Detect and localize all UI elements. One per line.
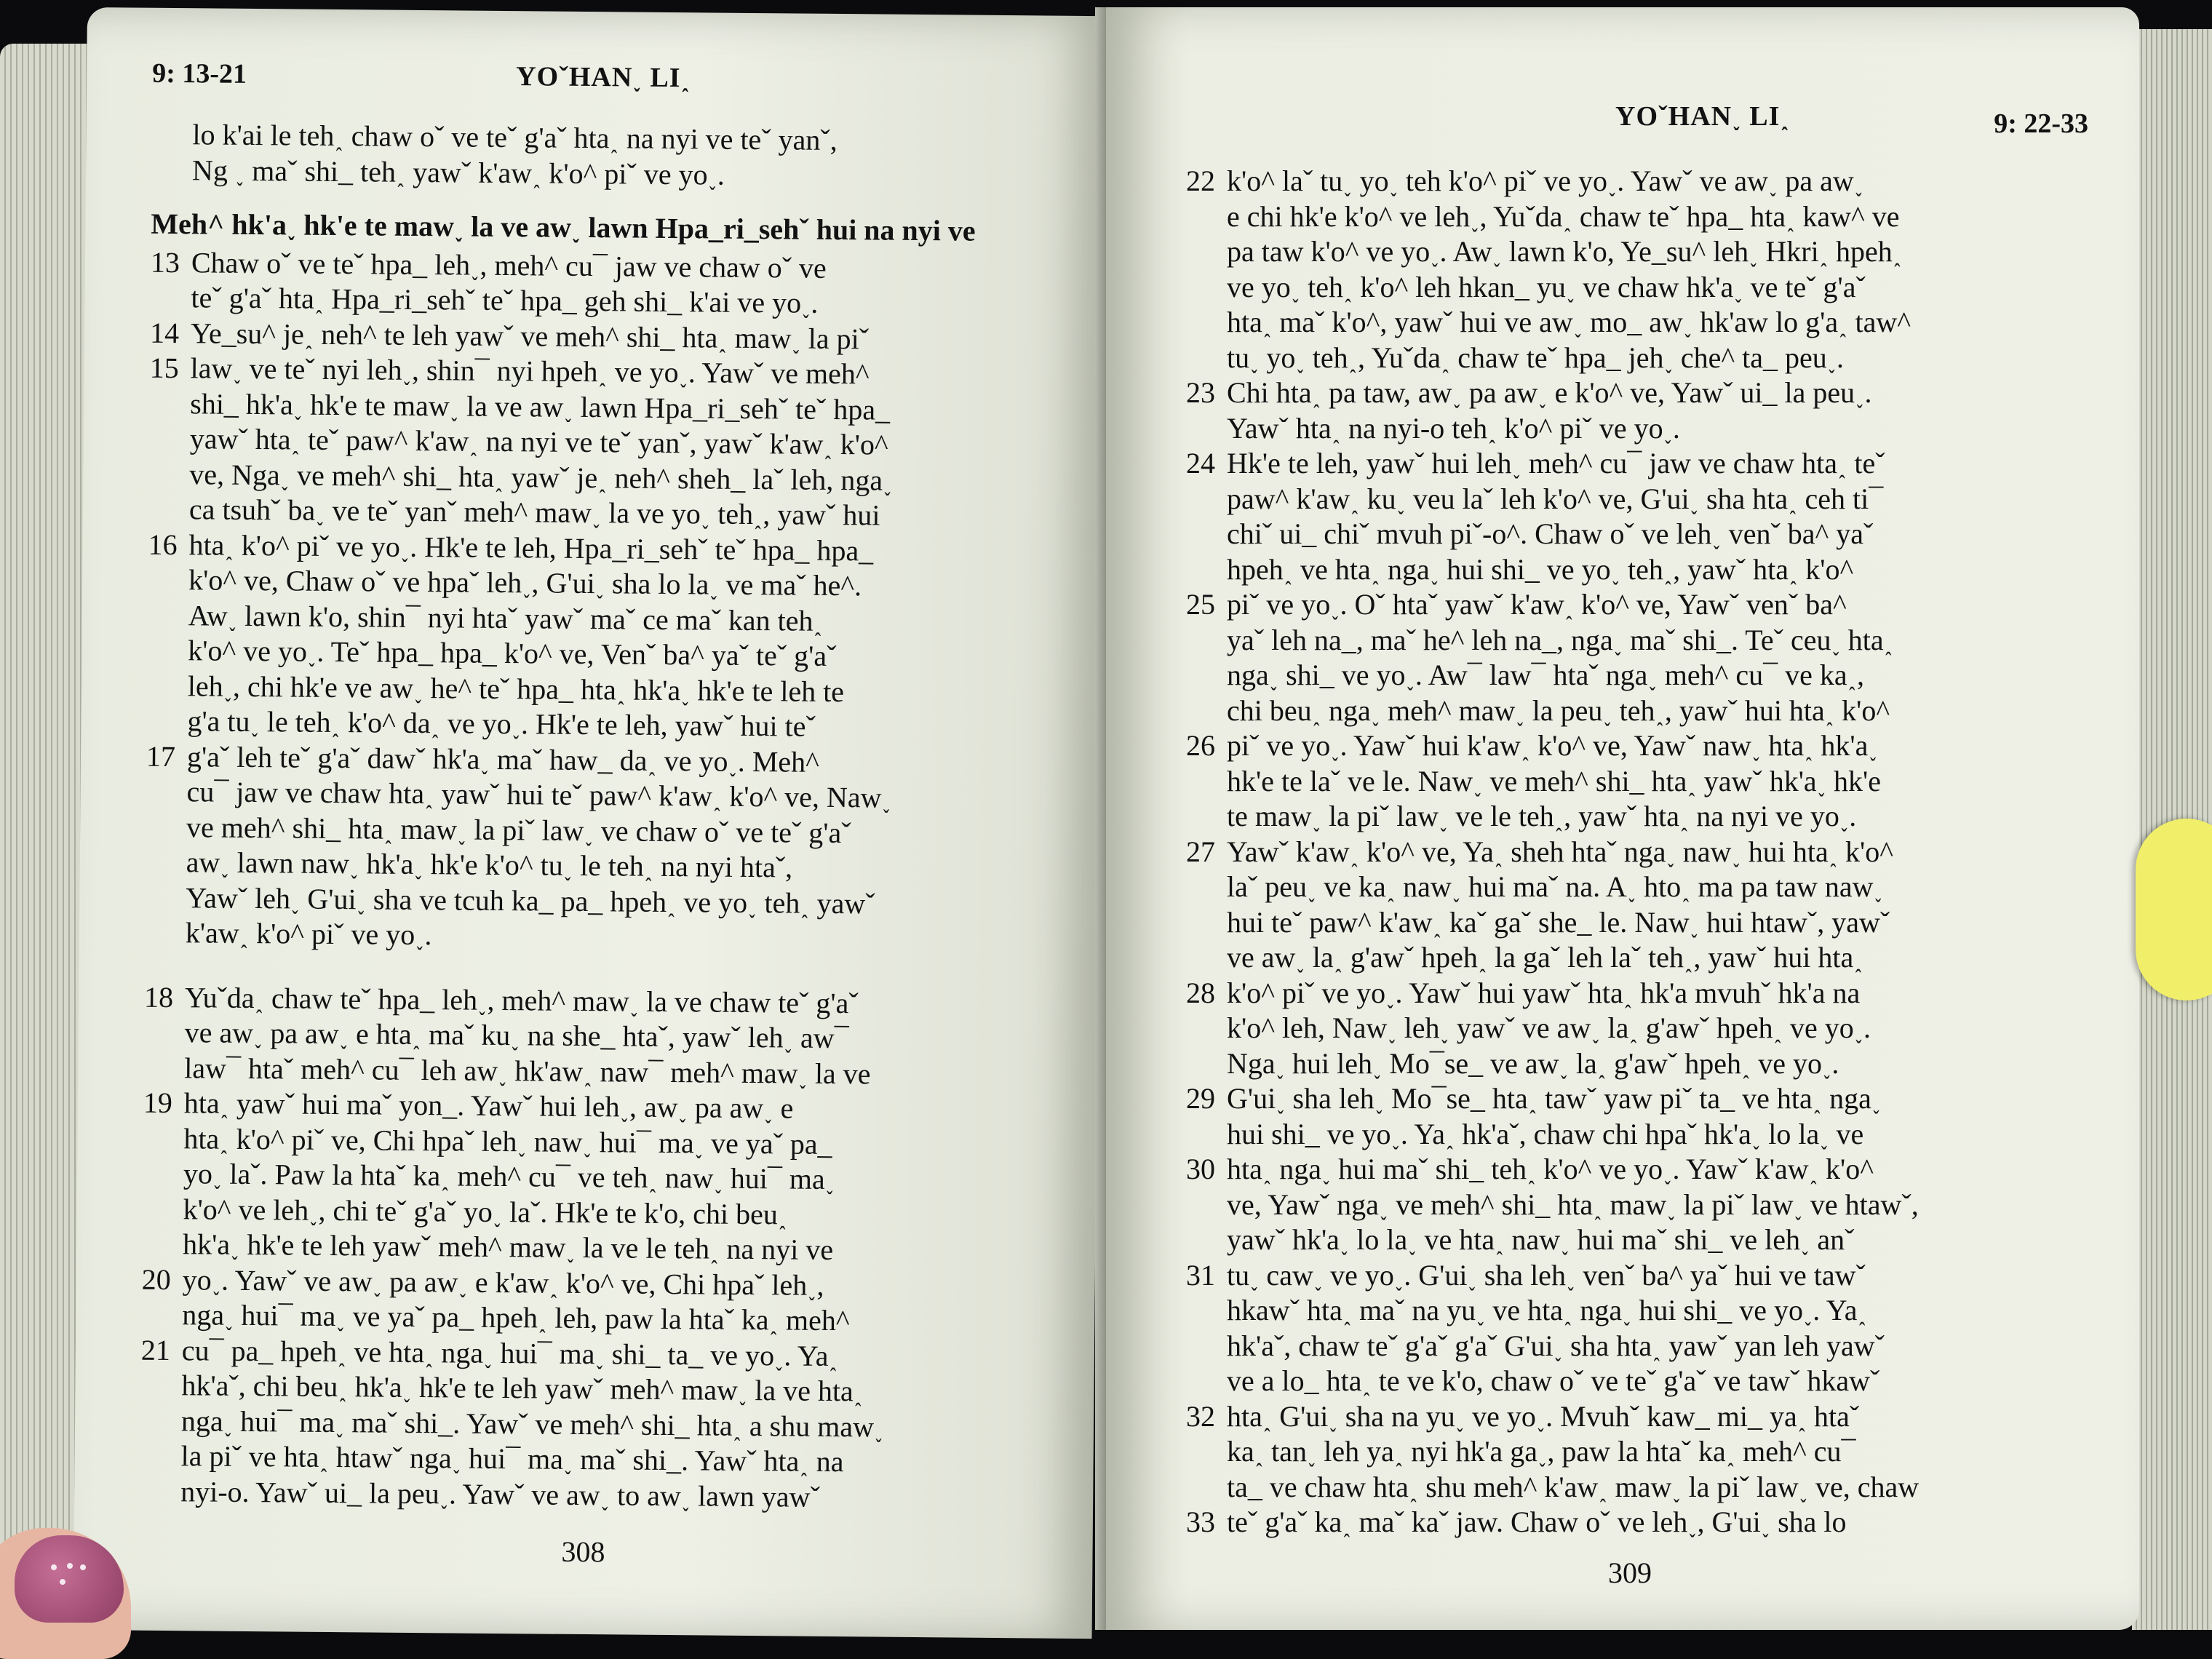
- verse-text: hta˰ maˇ k'o^, yawˇ hui ve aw˯ mo_ aw˯ hk'aw lo g'a˰ taw^: [1227, 306, 1911, 338]
- text-line: [1186, 1222, 2096, 1258]
- verse-text: lo k'ai le teh˰ chaw oˇ ve teˇ g'aˇ hta˰ na nyi ve teˇ yanˇ,: [192, 118, 838, 156]
- verse-text: law¯ htaˇ meh^ cu¯ leh aw˯ hk'aw˰ naw¯ meh^ maw˯ la ve: [184, 1051, 871, 1090]
- text-line: [1186, 375, 2096, 411]
- verse-text: nyi-o. Yawˇ ui_ la peu˯. Yawˇ ve aw˯ to aw˯ lawn yawˇ: [180, 1475, 820, 1513]
- verse-text: la piˇ ve hta˰ htawˇ nga˯ hui¯ ma˯ maˇ shi_. Yawˇ hta˰ na: [180, 1439, 843, 1478]
- running-title: YOˇHAN˯ LI˰: [516, 60, 691, 94]
- verse-text: yaˇ leh na_, maˇ he^ leh na_, nga˯ maˇ shi_. Teˇ ceu˯ hta˰: [1227, 624, 1893, 656]
- verse-number: 23: [1186, 375, 1227, 411]
- verse-text: k'o^ piˇ ve yo˯. Yawˇ hui yawˇ hta˰ hk'a mvuhˇ hk'a na: [1227, 976, 1860, 1009]
- verse-text: hk'aˇ, chaw teˇ g'aˇ g'aˇ G'ui˯ sha hta˰ yawˇ yan leh yawˇ: [1227, 1329, 1885, 1362]
- yellow-bookmark-tab[interactable]: [2136, 819, 2212, 1000]
- verse-text: ca tsuhˇ ba˯ ve teˇ yanˇ meh^ maw˯ la ve yo˯ teh˰, yawˇ hui: [189, 493, 880, 531]
- verse-text: ve, Nga˯ ve meh^ shi_ hta˰ yawˇ je˰ neh^ sheh_ laˇ leh, nga˯: [189, 458, 892, 496]
- page-number: 308: [561, 1535, 605, 1570]
- text-line: [1186, 764, 2096, 800]
- text-line: [1186, 1011, 2096, 1046]
- verse-text: Aw˯ lawn k'o, shin¯ nyi htaˇ yawˇ maˇ ce maˇ kan teh˰: [188, 599, 824, 637]
- verse-text: Yawˇ k'aw˰ k'o^ ve, Ya˰ sheh htaˇ nga˯ naw˯ hui hta˰ k'o^: [1227, 835, 1893, 868]
- verse-text: g'a tu˯ le teh˰ k'o^ da˰ ve yo˯. Hk'e te leh, yawˇ hui teˇ: [187, 704, 816, 743]
- verse-number: 15: [149, 351, 190, 386]
- left-page: [73, 7, 1106, 1639]
- verse-text: g'aˇ leh teˇ g'aˇ dawˇ hk'a˯ maˇ haw_ da˰ ve yo˯. Meh^: [187, 740, 819, 779]
- verse-text: aw˯ lawn naw˯ hk'a˯ hk'e k'o^ tu˯ le teh˰ na nyi htaˇ,: [186, 846, 793, 883]
- text-line: [1186, 305, 2096, 341]
- nail-decoration: [67, 1563, 73, 1569]
- verse-number: 22: [1186, 164, 1227, 199]
- verse-text: ve meh^ shi_ hta˰ maw˯ la piˇ law˯ ve chaw oˇ ve teˇ g'aˇ: [186, 811, 851, 849]
- verse-number: 30: [1186, 1152, 1227, 1187]
- verse-text: Ye_su^ je˰ neh^ te leh yawˇ ve meh^ shi_ hta˰ maw˯ la piˇ: [191, 317, 869, 355]
- text-line: [1186, 870, 2096, 905]
- verse-text: ve aw˯ pa aw˯ e hta˰ maˇ ku˯ na she_ htaˇ, yawˇ leh˯ aw¯: [185, 1016, 849, 1054]
- verse-text: tu˯ yo˯ teh˰, Yuˇda˰ chaw teˇ hpa_ jeh˯ che^ ta_ peu˯.: [1227, 341, 1844, 374]
- text-line: [1186, 234, 2096, 270]
- verse-text: piˇ ve yo˯. Yawˇ hui k'aw˰ k'o^ ve, Yawˇ naw˯ hta˰ hk'a˯: [1227, 729, 1878, 762]
- verse-text: hui shi_ ve yo˯. Ya˰ hk'aˇ, chaw chi hpaˇ hk'a˯ lo la˯ ve: [1227, 1118, 1863, 1150]
- verse-text: ka˰ tan˯ leh ya˰ nyi hk'a ga˯, paw la htaˇ ka˰ meh^ cu¯: [1227, 1435, 1856, 1468]
- verse-text: hk'a˯ hk'e te leh yawˇ meh^ maw˯ la ve le teh˰ na nyi ve: [183, 1228, 833, 1266]
- text-line: [1186, 411, 2096, 447]
- verse-number: 33: [1186, 1505, 1227, 1540]
- verse-text: G'ui˯ sha leh˯ Mo¯se_ hta˰ tawˇ yaw piˇ ta_ ve hta˰ nga˯: [1227, 1082, 1881, 1115]
- text-line: [1186, 1187, 2096, 1223]
- verse-text: Yawˇ leh˯ G'ui˯ sha ve tcuh ka_ pa_ hpeh˰ ve yo˯ teh˰ yawˇ: [186, 881, 875, 920]
- text-line: [1186, 658, 2096, 693]
- verse-number: 27: [1186, 835, 1227, 870]
- verse-text: chi beu˰ nga˯ meh^ maw˯ la peu˯ teh˰, yawˇ hui hta˰ k'o^: [1227, 694, 1890, 727]
- verse-number: 21: [141, 1332, 182, 1368]
- text-line: [145, 915, 1069, 959]
- verse-text: ve, Yawˇ nga˯ ve meh^ shi_ hta˰ maw˯ la piˇ law˯ ve htawˇ,: [1227, 1188, 1919, 1221]
- verse-text: k'o^ ve yo˯. Teˇ hpa_ hpa_ k'o^ ve, Venˇ ba^ yaˇ teˇ g'aˇ: [188, 634, 837, 672]
- verse-number: 29: [1186, 1081, 1227, 1117]
- verse-text: ve aw˯ la˰ g'awˇ hpeh˰ la gaˇ leh laˇ teh˰, yawˇ hui hta˰: [1227, 941, 1863, 974]
- verse-text: Chi hta˰ pa taw, aw˯ pa aw˯ e k'o^ ve, Yawˇ ui_ la peu˯.: [1227, 376, 1871, 409]
- text-line: [1186, 1081, 2096, 1117]
- verse-text: Yuˇda˰ chaw teˇ hpa_ leh˯, meh^ maw˯ la ve chaw teˇ g'aˇ: [185, 981, 859, 1019]
- text-line: [1186, 1152, 2096, 1187]
- verse-number: 20: [142, 1262, 183, 1297]
- verse-text: law˯ ve teˇ nyi leh˯, shin¯ nyi hpeh˰ ve yo˯. Yawˇ ve meh^: [190, 351, 869, 390]
- verse-number: 14: [150, 315, 191, 351]
- text-line: [1186, 1046, 2096, 1082]
- verse-text: nga˯ shi_ ve yo˯. Aw¯ law¯ htaˇ nga˯ meh^ cu¯ ve ka˰,: [1227, 659, 1864, 691]
- verse-text: teˇ g'aˇ ka˰ maˇ kaˇ jaw. Chaw oˇ ve leh˯, G'ui˯ sha lo: [1227, 1505, 1847, 1538]
- verse-text: k'o^ laˇ tu˯ yo˯ teh k'o^ piˇ ve yo˯. Yawˇ ve aw˯ pa aw˯: [1227, 164, 1863, 197]
- verse-text: hpeh˰ ve hta˰ nga˯ hui shi_ ve yo˯ teh˰, yawˇ hta˰ k'o^: [1227, 553, 1853, 586]
- verse-text: nga˯ hui¯ ma˯ maˇ shi_. Yawˇ ve meh^ shi_ hta˰ a shu maw˯: [181, 1404, 884, 1443]
- text-line: [1186, 517, 2096, 552]
- verse-text: yo˯ laˇ. Paw la htaˇ ka˰ meh^ cu¯ ve teh˰ naw˯ hui¯ ma˯: [183, 1157, 835, 1195]
- verse-text: hta˰ yawˇ hui maˇ yon_. Yawˇ hui leh˯, aw˯ pa aw˯ e: [184, 1086, 794, 1124]
- text-line: [1186, 940, 2096, 976]
- text-line: [140, 1473, 1064, 1517]
- section-heading: [151, 207, 1075, 250]
- verse-number: 31: [1186, 1258, 1227, 1294]
- verse-text: Chaw oˇ ve teˇ hpa_ leh˯, meh^ cu¯ jaw ve chaw oˇ ve: [191, 246, 827, 285]
- text-line: [1186, 270, 2096, 306]
- verse-text: k'aw˰ k'o^ piˇ ve yo˯.: [186, 916, 432, 951]
- chapter-verse-reference: 9: 22-33: [1994, 108, 2088, 140]
- verse-text: Nga˯ hui leh˯ Mo¯se_ ve aw˯ la˰ g'awˇ hpeh˰ ve yo˯.: [1227, 1047, 1839, 1080]
- verse-number: 24: [1186, 446, 1227, 482]
- verse-text: k'o^ ve, Chaw oˇ ve hpaˇ leh˯, G'ui˯ sha lo la˯ ve maˇ he^.: [188, 563, 862, 602]
- verse-text: ta_ ve chaw hta˰ shu meh^ k'aw˰ maw˯ la piˇ law˯ ve, chaw: [1227, 1471, 1919, 1503]
- verse-text: hk'e te laˇ ve le. Naw˯ ve meh^ shi_ hta˰ yawˇ hk'a˯ hk'e: [1227, 765, 1881, 797]
- verse-text: e chi hk'e k'o^ ve leh˯, Yuˇda˰ chaw teˇ hpa_ hta˰ kaw^ ve: [1227, 200, 1900, 233]
- verse-text: ve yo˯ teh˰ k'o^ leh hkan_ yu˯ ve chaw hk'a˯ ve teˇ g'aˇ: [1227, 271, 1866, 303]
- verse-text: teˇ g'aˇ hta˰ Hpa_ri_sehˇ teˇ hpa_ geh shi_ k'ai ve yo˯.: [191, 281, 818, 319]
- page-number: 309: [1608, 1556, 1652, 1590]
- text-line: [1186, 552, 2096, 588]
- verse-number: 19: [143, 1086, 184, 1121]
- verse-number: 18: [144, 979, 185, 1015]
- text-line: [1186, 482, 2096, 517]
- verse-text: te maw˯ la piˇ law˯ ve le teh˰, yawˇ hta˰ na nyi ve yo˯.: [1227, 800, 1856, 832]
- verse-text: yawˇ hk'a˯ lo la˯ ve hta˰ naw˯ hui maˇ shi_ ve leh˯ anˇ: [1227, 1223, 1854, 1256]
- verse-text: Ng ˯ maˇ shi_ teh˰ yawˇ k'aw˰ k'o^ piˇ ve yo˯.: [192, 154, 725, 191]
- right-page: [1106, 7, 2139, 1630]
- verse-text: cu¯ jaw ve chaw hta˰ yawˇ hui teˇ paw^ k'aw˰ k'o^ ve, Naw˯: [186, 775, 891, 813]
- verse-text: nga˯ hui¯ ma˯ ve yaˇ pa_ hpeh˰ leh, paw la htaˇ ka˰ meh^: [182, 1298, 850, 1337]
- verse-text: hta˰ nga˯ hui maˇ shi_ teh˰ k'o^ ve yo˯. Yawˇ k'aw˰ k'o^: [1227, 1153, 1874, 1185]
- text-line: [1186, 1293, 2096, 1329]
- verse-text: ve a lo_ hta˰ te ve k'o, chaw oˇ ve teˇ g'aˇ ve tawˇ hkawˇ: [1227, 1364, 1879, 1397]
- verse-text: laˇ peu˯ ve ka˰ naw˯ hui maˇ na. A˯ hto˰ ma pa taw naw˯: [1227, 870, 1883, 903]
- verse-text: tu˯ caw˯ ve yo˯. G'ui˯ sha leh˯ venˇ ba^ yaˇ hui ve tawˇ: [1227, 1259, 1866, 1292]
- nail-decoration: [60, 1579, 65, 1585]
- text-line: [1186, 728, 2096, 764]
- verse-text: hkawˇ hta˰ maˇ na yu˯ ve hta˰ nga˯ hui shi_ ve yo˯. Ya˰: [1227, 1294, 1867, 1326]
- text-line: [1186, 623, 2096, 659]
- verse-text: cu¯ pa_ hpeh˰ ve hta˰ nga˯ hui¯ ma˯ shi_ ta_ ve yo˯. Ya˰: [182, 1334, 838, 1372]
- verse-number: 26: [1186, 728, 1227, 764]
- text-line: [1186, 905, 2096, 941]
- verse-text: Yawˇ hta˰ na nyi-o teh˰ k'o^ piˇ ve yo˯.: [1227, 412, 1680, 445]
- text-line: [1186, 1117, 2096, 1153]
- verse-text: hui teˇ paw^ k'aw˰ kaˇ gaˇ she_ le. Naw˯ hui htawˇ, yawˇ: [1227, 906, 1890, 939]
- verse-text: pa taw k'o^ ve yo˯. Aw˯ lawn k'o, Ye_su^ leh˯ Hkri˰ hpeh˰: [1227, 235, 1902, 268]
- verse-text: yo˯. Yawˇ ve aw˯ pa aw˯ e k'aw˰ k'o^ ve, Chi hpaˇ leh˯,: [183, 1263, 824, 1302]
- text-line: [1186, 587, 2096, 623]
- verse-number: 16: [148, 527, 188, 562]
- nail-decoration: [80, 1564, 86, 1570]
- verse-text: Meh^ hk'a˯ hk'e te maw˯ la ve aw˯ lawn Hpa_ri_sehˇ hui na nyi ve: [151, 207, 976, 247]
- verse-text: leh˯, chi hk'e ve aw˯ he^ teˇ hpa_ hta˰ hk'a˯ hk'e te leh te: [188, 669, 845, 708]
- verse-text: hta˰ G'ui˯ sha na yu˯ ve yo˯. Mvuhˇ kaw_ mi_ ya˰ htaˇ: [1227, 1400, 1859, 1433]
- text-line: [1186, 199, 2096, 235]
- text-line: [1186, 341, 2096, 376]
- right-page-body: [1186, 164, 2096, 1540]
- left-page-body: [140, 117, 1076, 1517]
- text-line: [1186, 1329, 2096, 1364]
- running-title: YOˇHAN˯ LI˰: [1615, 100, 1790, 132]
- verse-number: 13: [151, 244, 191, 280]
- text-line: [151, 152, 1075, 196]
- chapter-verse-reference: 9: 13-21: [152, 57, 247, 90]
- verse-number: 17: [146, 739, 187, 774]
- verse-text: piˇ ve yo˯. Oˇ htaˇ yawˇ k'aw˰ k'o^ ve, Yawˇ venˇ ba^: [1227, 588, 1847, 621]
- left-page-header: [152, 57, 1062, 109]
- verse-number: 32: [1186, 1399, 1227, 1435]
- verse-text: shi_ hk'a˯ hk'e te maw˯ la ve aw˯ lawn Hpa_ri_sehˇ teˇ hpa_: [190, 387, 890, 426]
- text-line: [1186, 1364, 2096, 1399]
- text-line: [1186, 1434, 2096, 1470]
- verse-text: hk'aˇ, chi beu˰ hk'a˯ hk'e te leh yawˇ meh^ maw˯ la ve hta˰: [181, 1369, 863, 1407]
- nail-decoration: [51, 1564, 57, 1570]
- verse-text: hta˰ k'o^ piˇ ve, Chi hpaˇ leh˯ naw˯ hui¯ ma˯ ve yaˇ pa_: [183, 1122, 832, 1161]
- text-line: [1186, 1505, 2096, 1540]
- verse-number: 25: [1186, 587, 1227, 623]
- text-line: [1186, 1258, 2096, 1294]
- text-line: [1186, 976, 2096, 1011]
- text-line: [1186, 164, 2096, 199]
- verse-text: yawˇ hta˰ teˇ paw^ k'aw˰ na nyi ve teˇ yanˇ, yawˇ k'aw˰ k'o^: [190, 422, 888, 461]
- verse-text: paw^ k'aw˰ ku˯ veu laˇ leh k'o^ ve, G'ui˯ sha hta˰ ceh ti¯: [1227, 482, 1883, 515]
- verse-text: k'o^ leh, Naw˯ leh˯ yawˇ ve aw˯ la˰ g'awˇ hpeh˰ ve yo˯.: [1227, 1011, 1871, 1044]
- text-line: [1186, 1399, 2096, 1435]
- verse-text: k'o^ ve leh˯, chi teˇ g'aˇ yo˯ laˇ. Hk'e te k'o, chi beu˰: [183, 1193, 787, 1230]
- text-line: [1186, 1470, 2096, 1505]
- verse-number: 28: [1186, 976, 1227, 1011]
- verse-text: chiˇ ui_ chiˇ mvuh piˇ-o^. Chaw oˇ ve leh˯ venˇ ba^ yaˇ: [1227, 517, 1873, 550]
- right-page-header: [1171, 57, 2096, 100]
- verse-text: hta˰ k'o^ piˇ ve yo˯. Hk'e te leh, Hpa_ri_sehˇ teˇ hpa_ hpa_: [188, 528, 873, 567]
- text-line: [1186, 693, 2096, 729]
- text-line: [1186, 799, 2096, 835]
- verse-text: Hk'e te leh, yawˇ hui leh˯ meh^ cu¯ jaw ve chaw hta˰ teˇ: [1227, 447, 1885, 480]
- text-line: [1186, 446, 2096, 482]
- text-line: [1186, 835, 2096, 870]
